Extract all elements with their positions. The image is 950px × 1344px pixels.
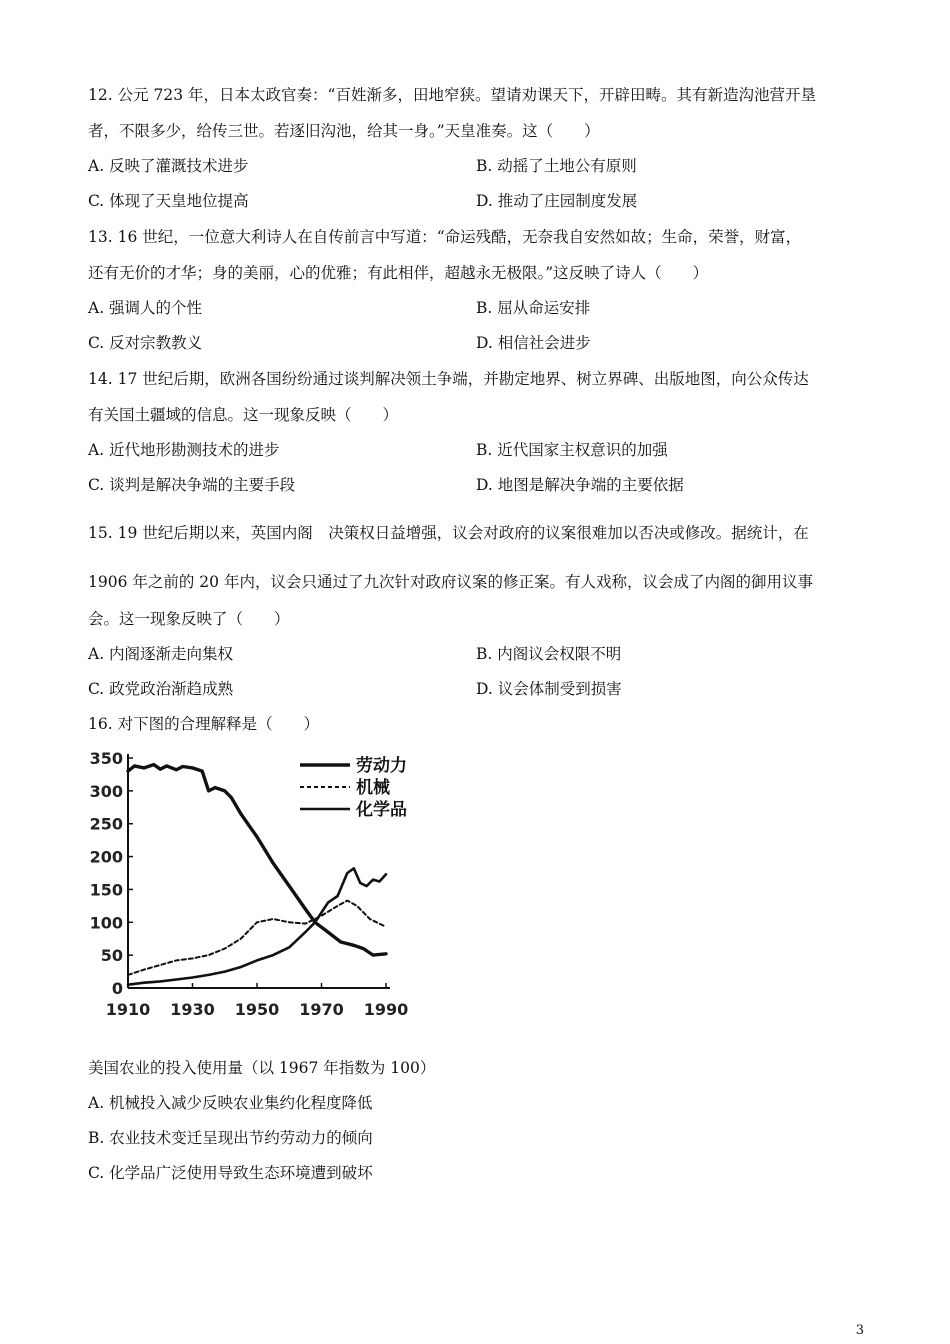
y-tick-label: 250 [89, 814, 123, 834]
series-line-2 [128, 868, 386, 984]
q16-option-c: C. 化学品广泛使用导致生态环境遭到破坏 [88, 1164, 373, 1182]
q15-option-d: D. 议会体制受到损害 [476, 680, 622, 698]
q15-option-c: C. 政党政治渐趋成熟 [88, 680, 234, 698]
y-tick-label: 150 [89, 880, 123, 900]
y-tick-label: 350 [89, 749, 123, 768]
q12-option-c: C. 体现了天皇地位提高 [88, 192, 249, 210]
x-tick-label: 1990 [363, 1000, 409, 1019]
q13-stem-line1: 13. 16 世纪，一位意大利诗人在自传前言中写道：“命运残酷，无奈我自安然如故；生命，荣誉，财富， [88, 228, 802, 246]
q13-option-a: A. 强调人的个性 [88, 299, 203, 317]
q15-stem-line3: 会。这一现象反映了（ ） [88, 610, 290, 628]
q15-stem-line1: 15. 19 世纪后期以来，英国内阁 决策权日益增强，议会对政府的议案很难加以否决或修改。据统计，在 [88, 524, 809, 542]
q14-stem-line2: 有关国土疆域的信息。这一现象反映（ ） [88, 406, 399, 424]
legend-label: 机械 [356, 778, 390, 798]
y-tick-label: 100 [89, 913, 123, 933]
q12-stem-line2: 者，不限多少，给传三世。若逐旧沟池，给其一身。”天皇准奏。这（ ） [88, 122, 600, 140]
q13-option-d: D. 相信社会进步 [476, 334, 591, 352]
q14-option-a: A. 近代地形勘测技术的进步 [88, 441, 280, 459]
q12-option-d: D. 推动了庄园制度发展 [476, 192, 638, 210]
q15-option-a: A. 内阁逐渐走向集权 [88, 645, 234, 663]
chart-caption: 美国农业的投入使用量（以 1967 年指数为 100） [88, 1059, 436, 1077]
legend-label: 劳动力 [356, 756, 407, 776]
y-tick-label: 200 [89, 847, 123, 867]
q12-option-b: B. 动摇了土地公有原则 [476, 157, 637, 175]
q14-option-b: B. 近代国家主权意识的加强 [476, 441, 668, 459]
q15-stem-line2: 1906 年之前的 20 年内，议会只通过了九次针对政府议案的修正案。有人戏称，议会成了内阁的御用议事 [88, 573, 813, 591]
series-line-1 [128, 901, 386, 975]
q13-option-b: B. 屈从命运安排 [476, 299, 591, 317]
page-number: 3 [855, 1323, 864, 1338]
q16-option-a: A. 机械投入减少反映农业集约化程度降低 [88, 1094, 373, 1112]
y-tick-label: 300 [89, 781, 123, 801]
y-tick-label: 50 [100, 946, 123, 966]
q14-option-c: C. 谈判是解决争端的主要手段 [88, 476, 296, 494]
x-tick-label: 1930 [170, 1000, 215, 1019]
y-tick-label: 0 [111, 979, 123, 998]
x-tick-label: 1910 [105, 1000, 151, 1019]
series-line-0 [128, 765, 386, 956]
q14-option-d: D. 地图是解决争端的主要依据 [476, 476, 684, 494]
q16-option-b: B. 农业技术变迁呈现出节约劳动力的倾向 [88, 1129, 373, 1147]
q12-stem-line1: 12. 公元 723 年，日本太政官奏：“百姓渐多，田地窄狭。望请劝课天下，开辟田畴。其有新造沟池营开垦 [88, 86, 816, 104]
q14-stem-line1: 14. 17 世纪后期，欧洲各国纷纷通过谈判解决领土争端，并勘定地界、树立界碑、出版地图，向公众传达 [88, 370, 809, 388]
legend-label: 化学品 [356, 800, 407, 820]
x-tick-label: 1970 [299, 1000, 344, 1019]
q13-option-c: C. 反对宗教教义 [88, 334, 203, 352]
agriculture-input-chart [88, 745, 428, 1030]
q12-option-a: A. 反映了灌溉技术进步 [88, 157, 249, 175]
q16-stem: 16. 对下图的合理解释是（ ） [88, 715, 320, 733]
x-tick-label: 1950 [234, 1000, 280, 1019]
q13-stem-line2: 还有无价的才华；身的美丽，心的优雅；有此相伴，超越永无极限。”这反映了诗人（ ） [88, 264, 709, 282]
q15-option-b: B. 内阁议会权限不明 [476, 645, 622, 663]
